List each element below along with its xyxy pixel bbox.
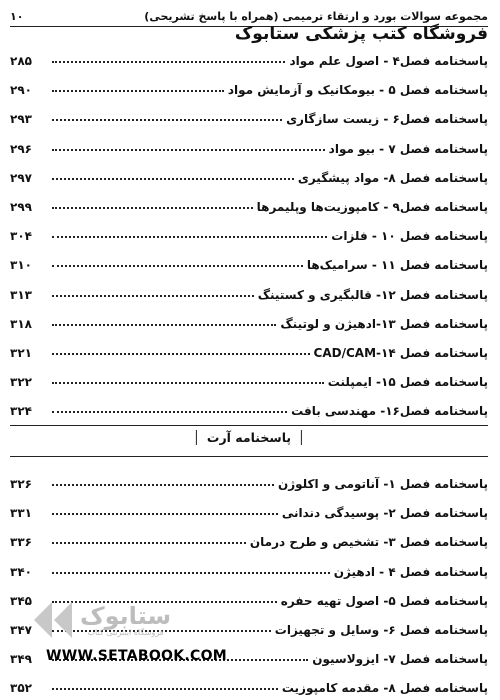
toc-entry-title: پاسخنامه فصل ۲- پوسیدگی دندانی	[281, 506, 488, 521]
book-subtitle: مجموعه سوالات بورد و ارتقاء ترمیمی (همراه با پاسخ تشریحی)	[144, 9, 488, 23]
toc-entry-page: ۳۲۶	[10, 477, 32, 491]
toc-entry-page: ۳۱۰	[10, 258, 32, 273]
arrows-icon	[34, 602, 72, 638]
toc-entry-page: ۳۴۷	[10, 623, 32, 637]
toc-entry-title: پاسخنامه فصل۶ - زیست سازگاری	[286, 112, 488, 127]
toc-row	[10, 525, 488, 549]
toc-entry-title: پاسخنامه فصل ۷- ایزولاسیون	[312, 652, 488, 667]
toc-entry-title: پاسخنامه فصل ۱- آناتومی و اکلوژن	[277, 477, 488, 491]
toc-entry-title: پاسخنامه فصل ۸- مواد پیشگیری	[297, 170, 488, 185]
toc-entry-page: ۳۲۴	[10, 404, 32, 419]
toc-entry-title: پاسخنامه فصل ۸- مقدمه کامپوزیت	[281, 681, 488, 696]
toc-row	[10, 467, 488, 491]
toc-entry-page: ۳۴۰	[10, 564, 32, 579]
toc-row	[10, 496, 488, 520]
toc-entry-title: پاسخنامه فصل ۱۱ - سرامیک‌ها	[306, 258, 488, 273]
shop-title: فروشگاه کتب پزشکی ستابوک	[234, 24, 488, 44]
toc-entry-title: پاسخنامه فصل ۵ - بیومکانیک و آزمایش مواد	[227, 83, 488, 98]
toc-entry-title: پاسخنامه فصل ۱۲- قالبگیری و کستینگ	[257, 287, 488, 302]
logo-brand-text: ستابوک	[80, 601, 172, 630]
toc-entry-page: ۳۵۲	[10, 681, 32, 696]
toc-entry-title: پاسخنامه فصل ۱۰ - فلزات	[331, 229, 488, 244]
toc-entry-title: پاسخنامه فصل۹ - کامپوزیت‌ها وپلیمرها	[256, 200, 488, 214]
toc-entry-title: پاسخنامه فصل ۱۴-CAD/CAM	[313, 346, 488, 360]
toc-entry-page: ۳۴۵	[10, 593, 32, 608]
toc-entry-title: پاسخنامه فصل ۴ - ادهیژن	[333, 564, 488, 579]
toc-entry-page: ۲۸۵	[10, 54, 32, 68]
toc-entry-page: ۲۹۶	[10, 141, 32, 156]
toc-list-bottom	[10, 0, 488, 700]
dot-leader	[52, 571, 330, 574]
toc-entry-page: ۳۰۴	[10, 229, 32, 244]
toc-row	[10, 671, 488, 695]
dot-leader	[52, 512, 278, 515]
watermark-url: WWW.SETABOOK.COM	[46, 648, 227, 664]
toc-entry-title: پاسخنامه فصل ۷ - بیو مواد	[328, 141, 488, 156]
dot-leader	[52, 541, 246, 544]
toc-entry-page: ۳۳۶	[10, 535, 32, 550]
dot-leader	[52, 483, 274, 486]
toc-entry-page: ۳۳۱	[10, 506, 32, 521]
toc-entry-page: ۲۹۹	[10, 200, 32, 214]
toc-entry-title: پاسخنامه فصل ۶- وسایل و تجهیزات	[274, 623, 488, 637]
logo-tagline: فروشگاه اینترنتی کتاب	[87, 627, 164, 637]
toc-entry-page: ۳۱۸	[10, 316, 32, 331]
toc-entry-page: ۲۹۳	[10, 112, 32, 127]
section-heading: پاسخنامه آرت	[196, 430, 302, 445]
setabook-logo	[34, 596, 209, 644]
toc-entry-title: پاسخنامه فصل ۳- تشخیص و طرح درمان	[249, 535, 488, 550]
toc-entry-title: پاسخنامه فصل ۱۵- ایمپلنت	[327, 375, 488, 390]
toc-entry-page: ۳۲۲	[10, 375, 32, 390]
toc-entry-page: ۳۲۱	[10, 346, 32, 360]
toc-entry-page: ۳۱۳	[10, 287, 32, 302]
toc-entry-title: پاسخنامه فصل ۱۳-ادهیژن و لوتینگ	[280, 316, 488, 331]
toc-entry-title: پاسخنامه فصل۴ - اصول علم مواد	[289, 54, 488, 68]
toc-entry-page: ۲۹۷	[10, 170, 32, 185]
toc-row	[10, 555, 488, 579]
toc-entry-page: ۲۹۰	[10, 83, 32, 98]
page-number: ۱۰	[10, 9, 24, 23]
toc-entry-page: ۳۴۹	[10, 652, 32, 667]
dot-leader	[52, 687, 278, 690]
toc-entry-title: پاسخنامه فصل۱۶- مهندسی بافت	[291, 404, 488, 419]
toc-entry-title: پاسخنامه فصل ۵- اصول تهیه حفره	[280, 593, 488, 608]
